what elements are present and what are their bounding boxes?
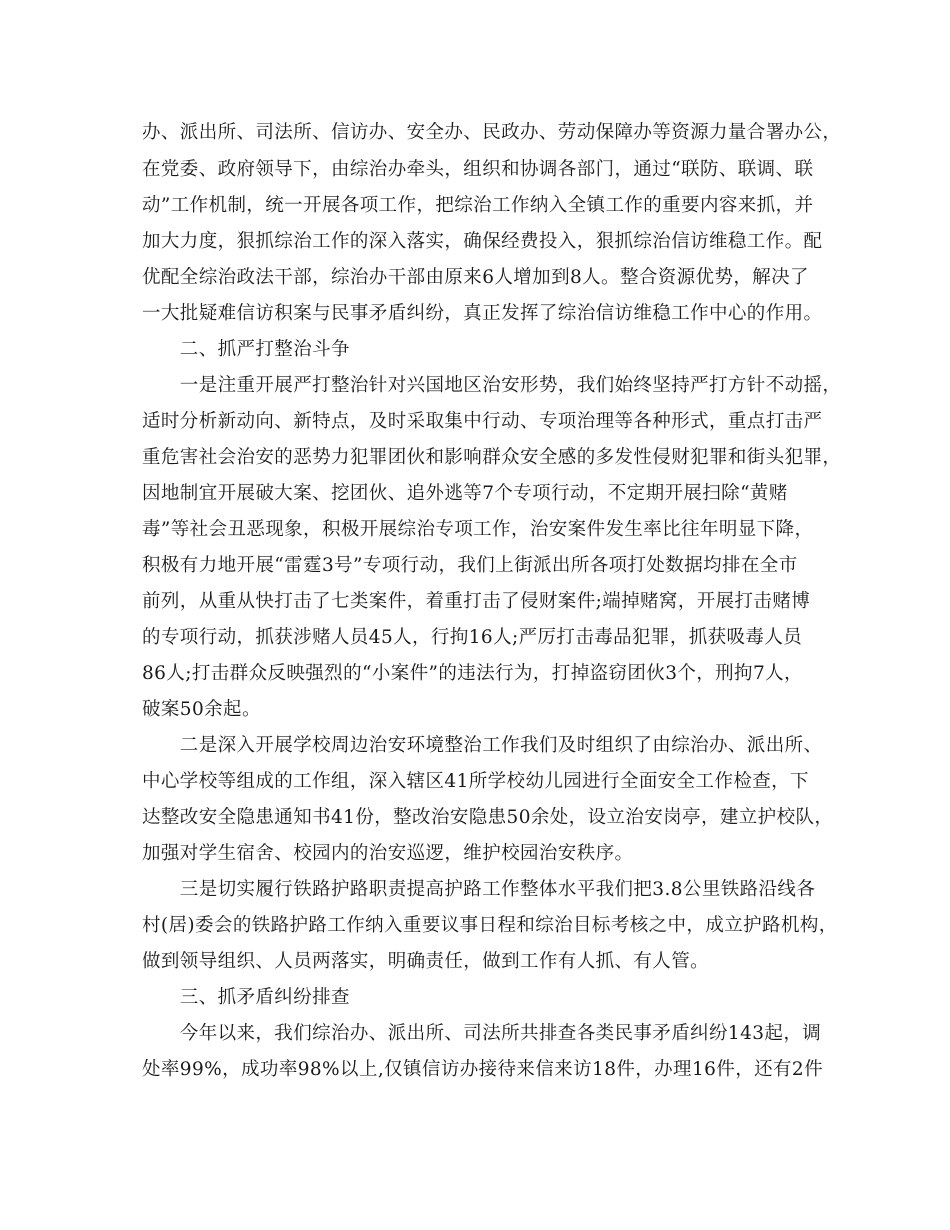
text-line: 三是切实履行铁路护路职责提高护路工作整体水平我们把3.8公里铁路沿线各: [142, 879, 816, 900]
text-line: 办、派出所、司法所、信访办、安全办、民政办、劳动保障办等资源力量合署办公，: [142, 122, 842, 143]
text-line: 一大批疑难信访积案与民事矛盾纠纷，真正发挥了综治信访维稳工作中心的作用。: [142, 303, 823, 324]
text-line: 今年以来，我们综治办、派出所、司法所共排查各类民事矛盾纠纷143起，调: [142, 1023, 822, 1044]
text-line: 适时分析新动向、新特点，及时采取集中行动、专项治理等各种形式，重点打击严: [142, 411, 823, 432]
text-line: 加强对学生宿舍、校园内的治安巡逻，维护校园治安秩序。: [142, 843, 634, 864]
text-line: 因地制宜开展破大案、挖团伙、追外逃等7个专项行动，不定期开展扫除“黄赌: [142, 483, 788, 504]
text-line: 二是深入开展学校周边治安环境整治工作我们及时组织了由综治办、派出所、: [142, 735, 823, 756]
text-line: 重危害社会治安的恶势力犯罪团伙和影响群众安全感的多发性侵财犯罪和街头犯罪，: [142, 447, 842, 468]
text-line: 一是注重开展严打整治针对兴国地区治安形势，我们始终坚持严打方针不动摇，: [142, 375, 842, 396]
section-heading: 三、抓矛盾纠纷排查: [142, 987, 350, 1008]
text-line: 加大力度，狠抓综治工作的深入落实，确保经费投入，狠抓综治信访维稳工作。配: [142, 231, 823, 252]
text-line: 处率99%，成功率98%以上,仅镇信访办接待来信来访18件，办理16件，还有2件: [142, 1059, 823, 1080]
text-line: 中心学校等组成的工作组，深入辖区41所学校幼儿园进行全面安全工作检查，下: [142, 771, 809, 792]
text-line: 优配全综治政法干部，综治办干部由原来6人增加到8人。整合资源优势，解决了: [142, 267, 809, 288]
text-line: 积极有力地开展“雷霆3号”专项行动，我们上街派出所各项打处数据均排在全市: [142, 555, 798, 576]
text-line: 前列，从重从快打击了七类案件，着重打击了侵财案件;端掉赌窝，开展打击赌博: [142, 591, 811, 612]
text-line: 的专项行动，抓获涉赌人员45人，行拘16人;严厉打击毒品犯罪，抓获吸毒人员: [142, 627, 803, 648]
text-line: 动”工作机制，统一开展各项工作，把综治工作纳入全镇工作的重要内容来抓，并: [142, 195, 814, 216]
section-heading: 二、抓严打整治斗争: [142, 339, 350, 360]
text-line: 做到领导组织、人员两落实，明确责任，做到工作有人抓、有人管。: [142, 951, 710, 972]
text-line: 86人;打击群众反映强烈的“小案件”的违法行为，打掉盗窃团伙3个，刑拘7人，: [142, 663, 803, 684]
text-line: 毒”等社会丑恶现象，积极开展综治专项工作，治安案件发生率比往年明显下降，: [142, 519, 814, 540]
text-line: 在党委、政府领导下，由综治办牵头，组织和协调各部门，通过“联防、联调、联: [142, 159, 814, 180]
text-line: 破案50余起。: [142, 699, 261, 720]
text-line: 达整改安全隐患通知书41份，整改治安隐患50余处，设立治安岗亭，建立护校队，: [142, 807, 834, 828]
text-line: 村(居)委会的铁路护路工作纳入重要议事日程和综治目标考核之中，成立护路机构，: [142, 915, 838, 936]
